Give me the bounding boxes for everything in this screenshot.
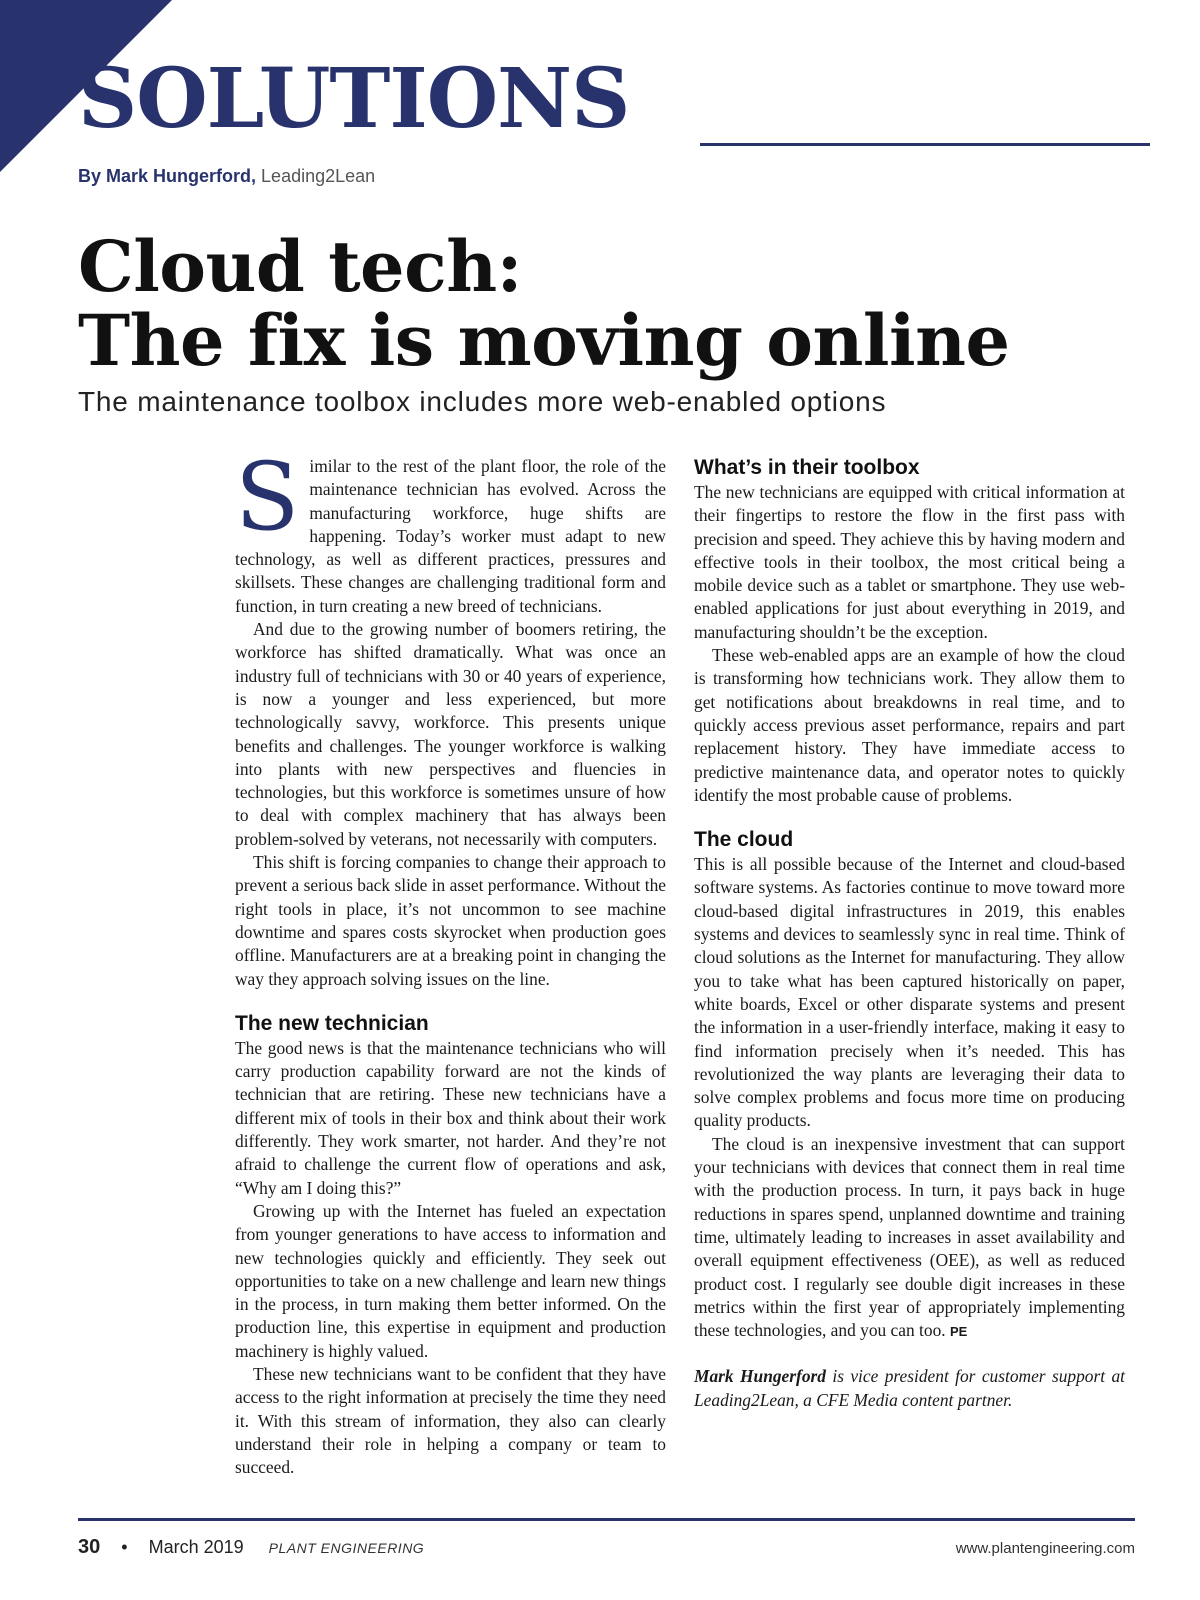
bio-text: is vice president for customer support at Leading2Lean, a CFE Media content partner. — [694, 1366, 1125, 1410]
headline-line-1: Cloud tech: — [78, 225, 522, 308]
paragraph-text: The cloud is an inexpensive investment that can support your technicians with devices that connect them in real time with the production process. In turn, it pays back in huge reductions in spares spend, unplanned downtime and training time, ultimately leading to increases in asset availability and overall equipment effectiveness (OEE), as well as reduced product cost. I regularly see double digit increases in these metrics within the first year of appropriately implementing these technologies, and you can too. — [694, 1133, 1125, 1341]
paragraph: Growing up with the Internet has fueled an expectation from younger generations to have access to information and new technologies quickly and efficiently. They seek out opportunities to take on a new challenge and learn new things in the process, in turn making them better informed. On the production line, this expertise in equipment and production machinery is highly valued. — [235, 1200, 666, 1361]
paragraph — [235, 443, 666, 618]
subheading-toolbox: What’s in their toolbox — [694, 456, 920, 479]
headline-line-2: The fix is moving online — [78, 299, 1010, 382]
paragraph: The good news is that the maintenance technicians who will carry production capability forward are not the kinds of technician that are retiring. These new technicians have a different mix of tools in their box and think about their work differently. They work smarter, not harder. And they’re not afraid to challenge the current flow of operations and ask, “Why am I doing this?” — [235, 1037, 666, 1198]
headline — [78, 225, 1010, 382]
paragraph: These new technicians want to be confident that they have access to the right information at precisely the time they need it. With this stream of information, they also can clearly understand their role in helping a company or team to succeed. — [235, 1363, 666, 1478]
website-link[interactable]: www.plantengineering.com — [955, 1540, 1135, 1557]
section-title: SOLUTIONS — [78, 51, 630, 147]
footer — [78, 1536, 1135, 1566]
paragraph: The new technicians are equipped with critical information at their fingertips to restore the flow in the first pass with precision and speed. They achieve this by having modern and effective tools in their toolbox, the most critical being a mobile device such as a tablet or smartphone. They use web-enabled applications for just about everything in 2019, and manufacturing shouldn’t be the exception. — [694, 482, 1125, 642]
subheading-new-technician: The new technician — [235, 1011, 429, 1035]
paragraph — [694, 1133, 1125, 1344]
section-rule — [700, 143, 1150, 146]
drop-cap: S — [235, 443, 300, 552]
paragraph: These web-enabled apps are an example of how the cloud is transforming how technicians work. They allow them to get notifications about breakdowns in real time, and to quickly access previous asset performance, repairs and part replacement history. They have immediate access to predictive maintenance data, and operator notes to quickly identify the most probable cause of problems. — [694, 645, 1125, 805]
page-number: 30 — [78, 1536, 101, 1558]
author-bio — [694, 1365, 1125, 1412]
paragraph: And due to the growing number of boomers retiring, the workforce has shifted dramatically. What was once an industry full of technicians with 30 or 40 years of experience, is now a younger and less experienced, but more technologically savvy, workforce. This presents unique benefits and challenges. The younger workforce is walking into plants with new perspectives and fluencies in technologies, but this workforce is sometimes unsure of how to deal with complex machinery that has always been problem-solved by veterans, not necessarily with computers. — [235, 619, 666, 849]
bio-name: Mark Hungerford — [694, 1366, 826, 1387]
end-mark: PE — [949, 1324, 968, 1340]
paragraph: This shift is forcing companies to change their approach to prevent a serious back slide in asset performance. Without the right tools in place, it’s not uncommon to see machine downtime and spares costs skyrocket when production goes offline. Manufacturers are at a breaking point in changing the way they approach solving issues on the line. — [235, 852, 666, 989]
footer-separator: • — [121, 1537, 128, 1557]
byline-author: By Mark Hungerford, — [78, 166, 257, 186]
footer-rule — [78, 1518, 1135, 1521]
article-body — [235, 443, 1125, 1510]
deck: The maintenance toolbox includes more web-enabled options — [78, 386, 887, 417]
paragraph-text: imilar to the rest of the plant floor, the role of the maintenance technician has evolved. Across the manufacturing workforce, huge shifts are happening. Today’s worker must adapt to new technology, as well as different practices, pressures and skillsets. These changes are challenging traditional form and function, in turn creating a new breed of technicians. — [235, 456, 666, 616]
byline — [78, 166, 375, 187]
byline-company: Leading2Lean — [261, 166, 376, 186]
subheading-cloud: The cloud — [694, 828, 794, 852]
issue-date: March 2019 — [148, 1537, 244, 1557]
paragraph: This is all possible because of the Internet and cloud-based software systems. As factories continue to move toward more cloud-based digital infrastructures in 2019, this enables systems and devices to seamlessly sync in real time. Think of cloud solutions as the Internet for manufacturing. They allow you to take what has been captured historically on paper, white boards, Excel or other disparate systems and present the information in a user-friendly interface, making it easy to find information precisely when it’s needed. This has revolutionized the way plants are leveraging their data to solve complex problems and focus more time on producing quality products. — [694, 854, 1125, 1131]
publication-name: PLANT ENGINEERING — [268, 1540, 425, 1556]
